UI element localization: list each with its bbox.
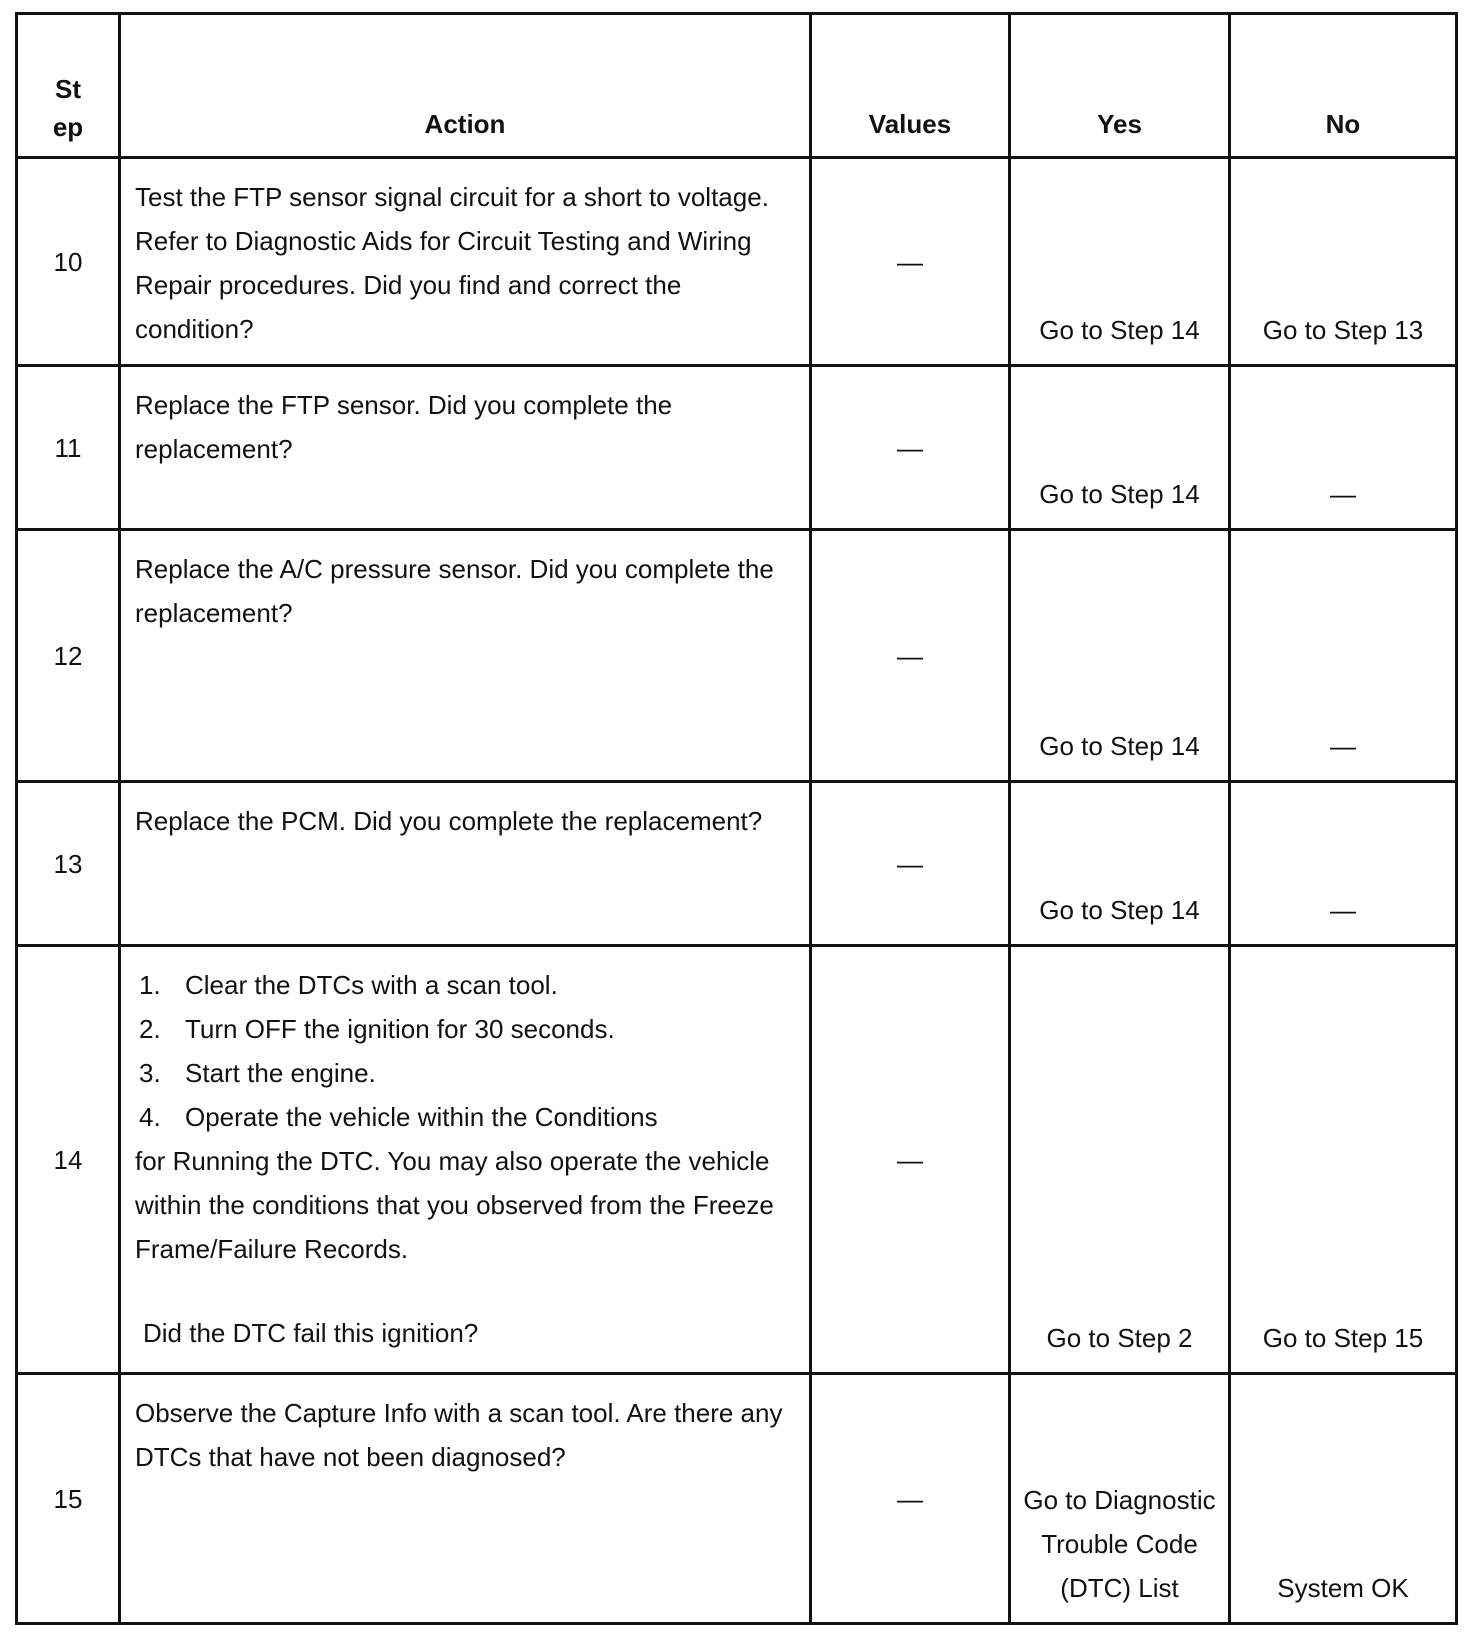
list-text: Clear the DTCs with a scan tool.: [185, 970, 558, 1000]
yes-cell: Go to Step 14: [1010, 782, 1230, 946]
yes-cell: Go to Diagnostic Trouble Code (DTC) List: [1010, 1374, 1230, 1624]
list-item: [135, 1007, 795, 1051]
header-action: Action: [120, 14, 811, 158]
table-row: [17, 782, 1457, 946]
table-row: [17, 158, 1457, 366]
no-cell: —: [1230, 530, 1457, 782]
table-row: [17, 366, 1457, 530]
yes-cell: Go to Step 14: [1010, 530, 1230, 782]
header-yes: Yes: [1010, 14, 1230, 158]
header-values: Values: [811, 14, 1010, 158]
list-item: [135, 1051, 795, 1095]
list-text: Start the engine.: [185, 1058, 376, 1088]
list-number: 3.: [139, 1058, 161, 1088]
values-cell: —: [811, 782, 1010, 946]
no-cell: —: [1230, 366, 1457, 530]
yes-cell: Go to Step 14: [1010, 366, 1230, 530]
list-number: 2.: [139, 1014, 161, 1044]
yes-cell: Go to Step 2: [1010, 946, 1230, 1374]
no-cell: Go to Step 13: [1230, 158, 1457, 366]
values-cell: —: [811, 1374, 1010, 1624]
action-question: Did the DTC fail this ignition?: [143, 1318, 479, 1348]
action-text: Replace the FTP sensor. Did you complete the replacement?: [120, 366, 811, 530]
step-number: 14: [17, 946, 120, 1374]
values-cell: —: [811, 158, 1010, 366]
action-text: Observe the Capture Info with a scan tool. Are there any DTCs that have not been diagnosed?: [120, 1374, 811, 1624]
list-text: Operate the vehicle within the Conditions: [185, 1102, 658, 1132]
no-cell: —: [1230, 782, 1457, 946]
step-number: 12: [17, 530, 120, 782]
no-cell: Go to Step 15: [1230, 946, 1457, 1374]
values-cell: —: [811, 530, 1010, 782]
header-step: [17, 14, 120, 158]
step-number: 10: [17, 158, 120, 366]
list-item: [135, 963, 795, 1007]
action-continuation: for Running the DTC. You may also operate the vehicle within the conditions that you observed from the Freeze Frame/Failure Records.: [135, 1146, 774, 1264]
header-step-line1: St: [55, 74, 81, 104]
step-number: 13: [17, 782, 120, 946]
step-number: 11: [17, 366, 120, 530]
list-item: [135, 1095, 795, 1139]
yes-cell: Go to Step 14: [1010, 158, 1230, 366]
no-cell: System OK: [1230, 1374, 1457, 1624]
action-text: Replace the PCM. Did you complete the replacement?: [120, 782, 811, 946]
values-cell: —: [811, 366, 1010, 530]
table-row: [17, 946, 1457, 1374]
procedure-list: [135, 963, 795, 1139]
spacer: [135, 1271, 795, 1311]
action-text: Replace the A/C pressure sensor. Did you complete the replacement?: [120, 530, 811, 782]
list-number: 1.: [139, 970, 161, 1000]
list-number: 4.: [139, 1102, 161, 1132]
header-step-line2: ep: [52, 112, 84, 142]
table-row: [17, 530, 1457, 782]
step-number: 15: [17, 1374, 120, 1624]
header-no: No: [1230, 14, 1457, 158]
action-text: Test the FTP sensor signal circuit for a short to voltage. Refer to Diagnostic Aids for Circuit Testing and Wiring Repair procedures. Did you find and correct the condition?: [120, 158, 811, 366]
values-cell: —: [811, 946, 1010, 1374]
table-row: [17, 1374, 1457, 1624]
header-row: [17, 14, 1457, 158]
action-text: [120, 946, 811, 1374]
diagnostic-table: [15, 12, 1458, 1625]
list-text: Turn OFF the ignition for 30 seconds.: [185, 1014, 615, 1044]
